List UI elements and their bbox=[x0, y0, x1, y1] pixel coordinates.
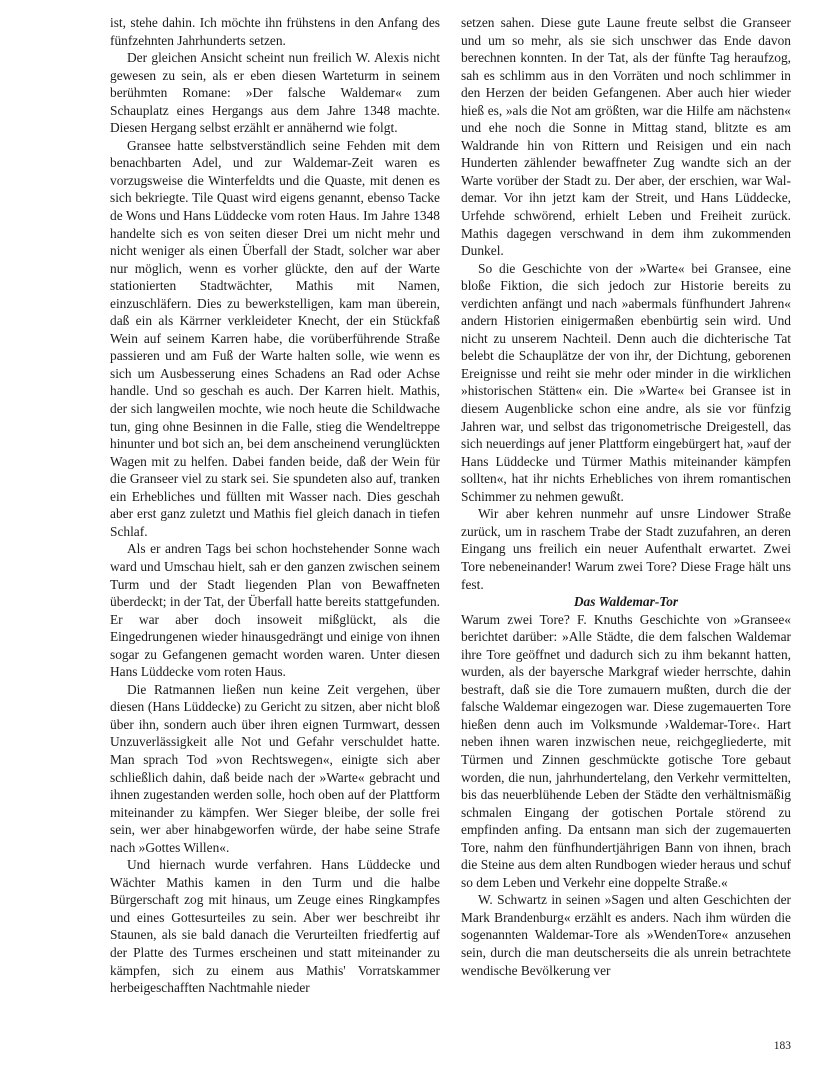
paragraph: ist, stehe dahin. Ich möchte ihn frühstens in den Anfang des fünfzehnten Jahrhunderts setzen. bbox=[110, 15, 440, 48]
paragraph: Als er andren Tags bei schon hochstehender Sonne wach ward und Umschau hielt, sah er den ganzen zwischen seinem Turm und der Stadt liegenden Plan von Bewaffneten überdeckt; in der Tat, der Überfall hatte bereits stattgefunden. Er war aber doch insoweit mißglückt, als die Eingedrungenen wieder hinausgedrängt und einige von ihnen sogar zu Gefangenen gemacht worden waren. Unter diesen Hans Lüddecke vom roten Haus. bbox=[110, 541, 440, 680]
paragraph: Wir aber kehren nunmehr auf unsre Lindower Straße zurück, um in raschem Trabe der Stadt zuzufahren, an deren Eingang uns freilich ein neuer Aufenthalt erwartet. Zwei Tore nebeneinander! Warum zwei Tore? Diese Frage hält uns fest. bbox=[461, 506, 791, 592]
left-column bbox=[110, 14, 440, 997]
paragraph: Die Ratmannen ließen nun keine Zeit vergehen, über diesen (Hans Lüddecke) zu Gericht zu sitzen, aber nicht bloß über ihn, sondern auch über ihren eignen Turmwart, dessen Unzuverlässigkeit alle Not und Gefahr verschuldet hatte. Man sprach Tod »von Rechtswegen«, einigte sich aber schließlich dahin, daß beide nach der »Warte« gebracht und ihnen zugestanden werden solle, hoch oben auf der Plattform miteinander zu kämpfen. Wer Sieger bleibe, der solle frei sein, wer aber hinabgeworfen würde, der habe seine Strafe nach »Gottes Willen«. bbox=[110, 681, 440, 855]
paragraph: setzen sahen. Diese gute Laune freute selbst die Granseer und um so mehr, als sie sich unschwer das Ende davon berechnen konnten. In der Tat, als der fünfte Tag heraufzog, sah es schlimm aus in den Vorräten und noch schlimmer in den Herzen der beiden Gefangenen. Aber auch hier wieder hieß es, »als die Not am größten, war die Hilfe am nächsten« und ehe noch die Sonne in Mittag stand, blitzte es am Waldrande hin von Rittern und Reisigen und ein nach Hunderten zählender bewaffneter Zug wandte sich an der Warte vorüber der Stadt zu. Der aber, der erschien, war Waldemar. Vor ihn jetzt kam der Streit, und Hans Lüddecke, Urfehde schwörend, erhielt Leben und Freiheit zurück. Mathis dagegen verschwand in dem ihm zukommenden Dunkel. bbox=[461, 15, 791, 259]
paragraph: Der gleichen Ansicht scheint nun freilich W. Alexis nicht gewesen zu sein, als er eben diesen Warteturm in seinem berühmten Romane: »Der falsche Waldemar« zum Schauplatz eines Hergangs aus dem Jahre 1348 machte. Diesen Hergang selbst erzählt er annähernd wie folgt. bbox=[110, 50, 440, 136]
paragraph: Und hiernach wurde verfahren. Hans Lüddecke und Wächter Mathis kamen in den Turm und die halbe Bürgerschaft zog mit hinaus, um Zeuge eines Ringkampfes und eines Gottesurteiles zu sein. Aber wer beschreibt ihr Staunen, als sie bald danach die Verurteilten friedfertig auf der Platte des Turmes erscheinen und statt miteinander zu kämpfen, sich zu einem aus Mathis' Vorratskammer herbeigeschafften Nachtmahle nieder bbox=[110, 857, 440, 996]
right-column bbox=[461, 14, 791, 979]
paragraph: W. Schwartz in seinen »Sagen und alten Geschichten der Mark Brandenburg« erzählt es anders. Nach ihm würden die sogenannten Waldemar-Tore als »WendenTore« anzusehen sein, durch die man deutscherseits die als unrein betrachtete wendische Bevölkerung ver bbox=[461, 892, 791, 978]
paragraph: So die Geschichte von der »Warte« bei Gransee, eine bloße Fiktion, die sich jedoch zur Historie bereits zu verdichten anfängt und nach »abermals fünfhundert Jahren« andern Historien einigermaßen ebenbürtig sein wird. Und nicht zu unserem Nachteil. Denn auch die dichterische Tat belebt die Schauplätze der von ihr, der Dichtung, geborenen Ereignisse und reiht sie mehr oder minder in die wirklichen »historischen Stätten« ein. Die »Warte« bei Gransee ist in diesem Augenblicke schon eine andre, als sie vor fünfzig Jahren war, und selbst das trigonometrische Dreigestell, das sich neuerdings auf jener Plattform eingebürgert hat, »auf der Hans Lüddecke und Türmer Mathis miteinander kämpfen sollten«, hat ihr nichts Erhebliches von ihrem romantischen Schimmer zu nehmen gewußt. bbox=[461, 260, 791, 504]
page-number: 183 bbox=[773, 1040, 791, 1052]
section-heading: Das Waldemar-Tor bbox=[573, 594, 679, 610]
paragraph: Gransee hatte selbstverständlich seine Fehden mit dem benachbarten Adel, und zur Waldemar-Zeit waren es vorzugsweise die Winterfeldts und die Quaste, mit denen es sich bekriegte. Tile Quast wird eigens genannt, ebenso Tacke de Wons und Hans Lüddecke vom roten Haus. Im Jahre 1348 handelte sich es von seiten dieser Drei um nicht mehr und nicht weniger als einen Überfall der Stadt, solcher war aber nur möglich, wenn es vorher glückte, den auf der Warte stationierten Stadtwächter, Mathis mit Namen, einzuschläfern. Dies zu bewerkstelligen, kam man überein, daß ein als Kärrner verkleideter Knecht, der ein Stückfaß Wein auf seinem Karren habe, die vorüberführende Straße passieren und am Fuß der Warte halten solle, wie wenn es sich um Ausbesserung eines Schadens an Rad oder Achse handle. Und so geschah es auch. Der Karren hielt. Mathis, der sich langweilen mochte, wie noch heute die Schildwache tun, ging ohne Besinnen in die Falle, stieg die Wendeltreppe hinunter und bot sich an, bei dem anscheinend verunglückten Wagen mit zu helfen. Dabei fanden beide, daß der Wein für die Granseer viel zu stark sei. Sie spundeten also auf, tranken ein Erhebliches und füllten mit Wasser nach. Dies geschah aber erst ganz zuletzt und Mathis fiel gleich danach in tiefen Schlaf. bbox=[110, 137, 440, 539]
paragraph: Warum zwei Tore? F. Knuths Geschichte von »Gransee« berichtet darüber: »Alle Städte, die dem falschen Waldemar ihre Tore geöffnet und dadurch sich zu ihm bekannt hatten, wurden, als der bayersche Markgraf wieder herrschte, dahin bestraft, daß sie die Tore zumauern mußten, durch die der falsche Waldemar eingezogen war. Diese zugemauerten Tore hießen denn auch im Volksmunde ›Waldemar-Tore‹. Hart neben ihnen waren inzwischen neue, reichgegliederte, mit Türmen und Zinnen geschmückte gotische Tore gebaut worden, die nun, jahrhundertelang, den Verkehr vermittelten, bis das neuerblühende Leben der Städte den verhältnismäßig schmalen Eingang der gotischen Portale störend zu empfinden anfing. Da entsann man sich der zugemauerten Tore, nahm den fünfhundertjährigen Bann von ihnen, brach die Steine aus dem alten Rundbogen wieder heraus und schuf so dem Leben und Verkehr eine doppelte Straße.« bbox=[461, 611, 791, 890]
